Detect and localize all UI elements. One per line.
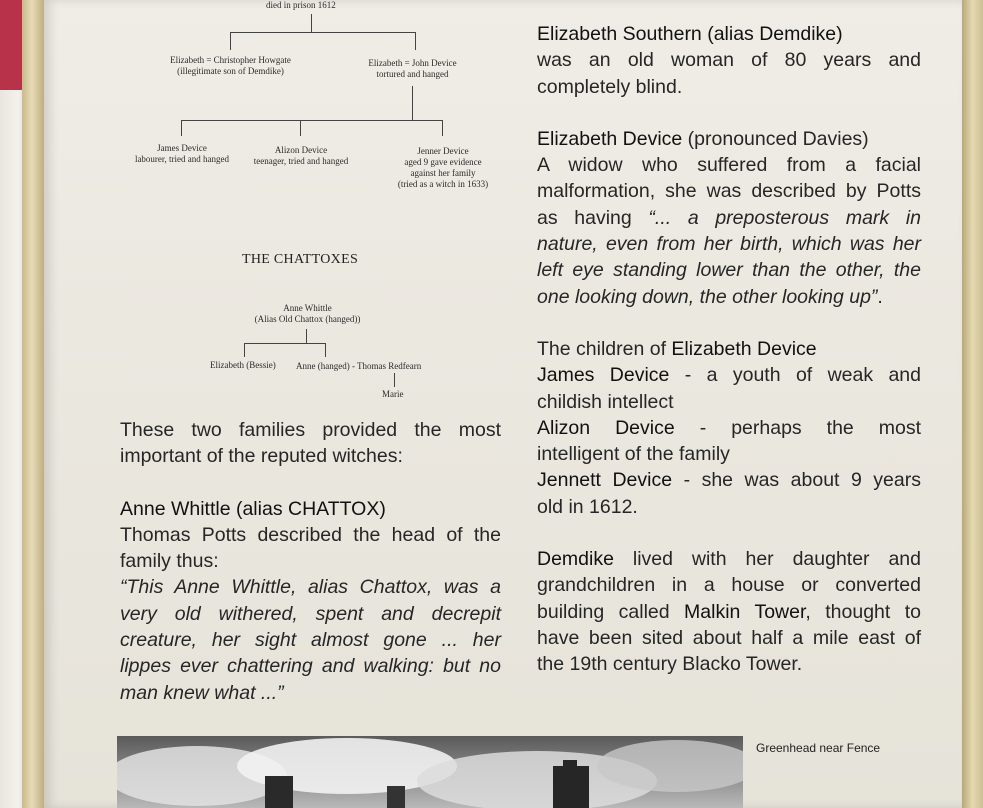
left-column-text <box>120 417 501 706</box>
tree-line <box>442 120 443 136</box>
jennett-line: Jennett Device - she was about 9 years <box>537 469 921 492</box>
device-line: one looking down, the other looking up”. <box>537 285 883 308</box>
tree-line <box>306 329 307 343</box>
james-line: James Device - a youth of weak and <box>537 364 921 387</box>
demdike-line: building called Malkin Tower, thought to <box>537 600 922 623</box>
james-line: childish intellect <box>537 390 674 413</box>
alizon-line: Alizon Device - perhaps the most <box>537 416 922 439</box>
potts-line: Thomas Potts described the head of the <box>120 523 501 546</box>
demdike-line: have been sited about half a mile east of <box>537 626 921 649</box>
tree-line <box>181 120 182 136</box>
anne-whittle-heading: Anne Whittle (alias CHATTOX) <box>120 497 386 520</box>
tree-node-bessie: Elizabeth (Bessie) <box>210 360 276 370</box>
tree-line <box>311 14 312 32</box>
red-wall-band <box>0 0 22 90</box>
tree-line <box>415 32 416 50</box>
tree-line <box>244 343 326 344</box>
tree-top-text: died in prison 1612 <box>266 0 336 10</box>
intro-line: important of the reputed witches: <box>120 445 403 468</box>
alizon-line: intelligent of the family <box>537 443 730 466</box>
southern-heading: Elizabeth Southern (alias Demdike) <box>537 23 843 45</box>
device-line: as having “... a preposterous mark in <box>537 206 921 229</box>
intro-line: These two families provided the most <box>120 419 501 441</box>
tree-node-elizabeth-device: Elizabeth = John Device tortured and hanged <box>368 58 457 79</box>
photo-illustration <box>117 736 743 808</box>
demdike-line: Demdike lived with her daughter and <box>537 548 921 571</box>
device-line: malformation, she was described by Potts <box>537 180 921 203</box>
tree-node-alizon: Alizon Device teenager, tried and hanged <box>253 145 349 166</box>
quote-line: “This Anne Whittle, alias Chattox, was a <box>120 576 501 599</box>
tree-line <box>325 343 326 357</box>
demdike-line: the 19th century Blacko Tower. <box>537 653 803 676</box>
photo-caption: Greenhead near Fence <box>756 741 881 755</box>
device-line: nature, even from her birth, which was her <box>537 233 921 256</box>
chattoxes-heading: THE CHATTOXES <box>242 252 359 267</box>
device-name: Elizabeth Device <box>537 127 683 150</box>
demdike-line: grandchildren in a house or converted <box>537 574 921 597</box>
quote-line: very old withered, spent and decrepit <box>120 602 501 625</box>
panel-frame-left <box>22 0 44 808</box>
device-heading <box>537 126 921 152</box>
device-pronunciation: (pronounced Davies) <box>682 127 869 150</box>
quote-line: creature, her sight almost gone ... her <box>120 629 501 652</box>
tree-node-anne-redfearn: Anne (hanged) - Thomas Redfearn <box>296 361 422 371</box>
tree-node-marie: Marie <box>382 389 404 399</box>
tree-node-jenner: Jenner Device aged 9 gave evidence against her family (tried as a witch in 1633) <box>397 146 489 189</box>
tree-line <box>412 86 413 120</box>
greenhead-photo <box>117 736 743 808</box>
tree-line <box>230 32 231 50</box>
southern-line: was an old woman of 80 years and <box>537 49 921 72</box>
device-line: A widow who suffered from a facial <box>537 154 921 177</box>
tree-node-james: James Device labourer, tried and hanged <box>134 143 230 164</box>
tree-line <box>230 32 415 33</box>
tree-line <box>181 120 443 121</box>
panel-frame-right <box>962 0 983 808</box>
potts-line: family thus: <box>120 550 219 573</box>
tree-line <box>244 343 245 357</box>
device-line: left eye standing lower than the other, the <box>537 259 921 282</box>
tree-node-elizabeth-howgate: Elizabeth = Christopher Howgate (illegitimate son of Demdike) <box>170 55 291 76</box>
tree-line <box>300 120 301 136</box>
jennett-line: old in 1612. <box>537 495 638 518</box>
southern-line: completely blind. <box>537 75 683 98</box>
children-heading: The children of Elizabeth Device <box>537 337 817 360</box>
quote-line: man knew what ...” <box>120 681 284 704</box>
tree-node-anne-whittle: Anne Whittle (Alias Old Chattox (hanged)) <box>254 303 361 324</box>
tree-line <box>394 373 395 387</box>
quote-line: lippes ever chattering and walking: but no <box>120 655 501 678</box>
right-column-text <box>537 21 921 678</box>
